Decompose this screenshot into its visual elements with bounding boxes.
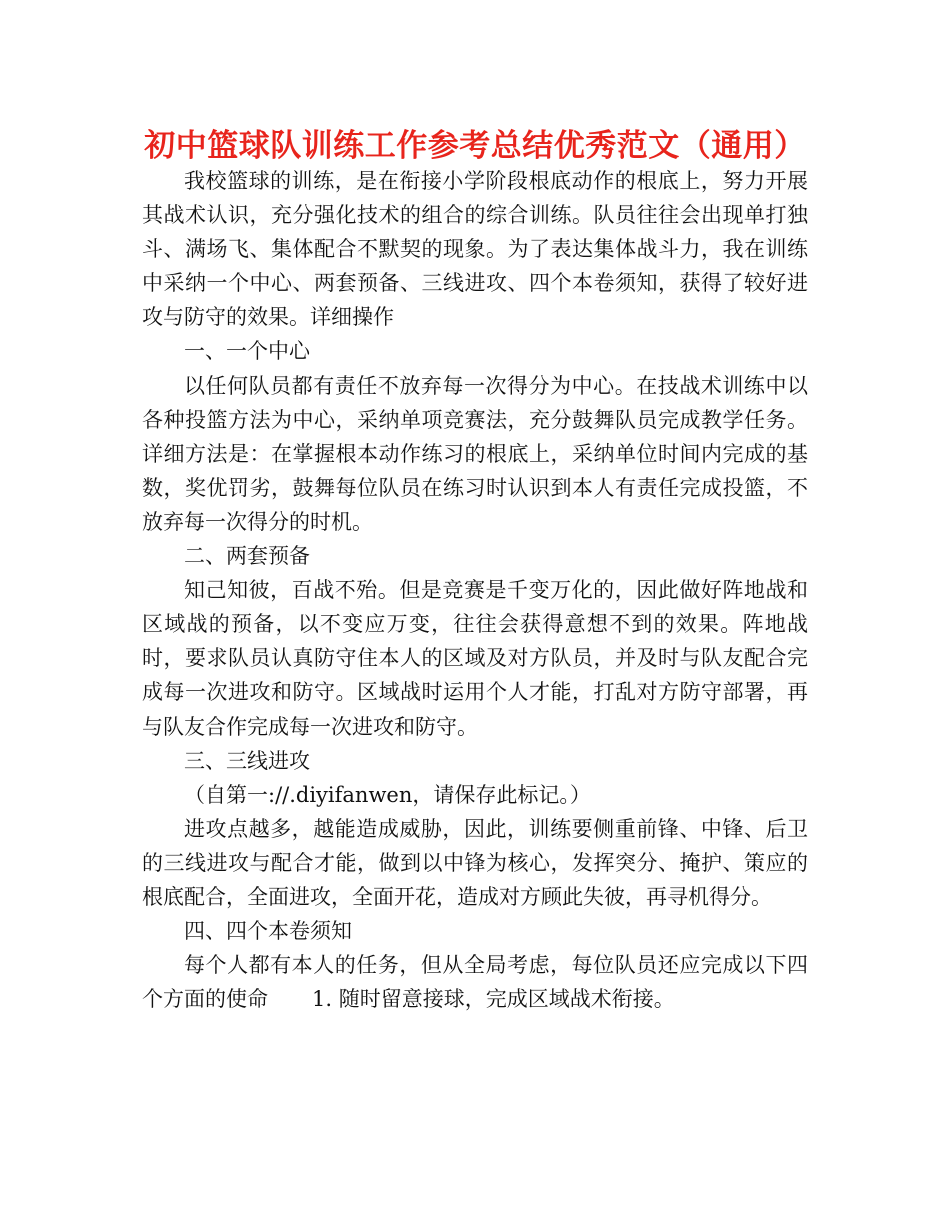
list-item-1: 1. 随时留意接球，完成区域战术衔接。 — [312, 987, 675, 1012]
section-heading-2: 二、两套预备 — [184, 544, 310, 569]
section-3-paragraph: 进攻点越多，越能造成威胁，因此，训练要侧重前锋、中锋、后卫的三线进攻与配合才能，做到以中锋为核心，发挥突分、掩护、策应的根底配合，全面进攻，全面开花，造成对方顾此失彼，再寻机得分。 — [142, 816, 808, 909]
section-4-text: 每个人都有本人的任务，但从全局考虑，每位队员还应完成以下四个方面的使命 — [142, 953, 808, 1012]
document-body — [142, 164, 808, 1016]
section-heading-1: 一、一个中心 — [184, 339, 310, 364]
section-heading-4: 四、四个本卷须知 — [184, 919, 352, 944]
section-1-paragraph: 以任何队员都有责任不放弃每一次得分为中心。在技战术训练中以各种投篮方法为中心，采纳单项竞赛法，充分鼓舞队员完成教学任务。详细方法是：在掌握根本动作练习的根底上，采纳单位时间内完成的基数，奖优罚劣，鼓舞每位队员在练习时认识到本人有责任完成投篮，不放弃每一次得分的时机。 — [142, 373, 808, 534]
document-title: 初中篮球队训练工作参考总结优秀范文（通用） — [144, 128, 806, 164]
section-4-paragraph — [142, 948, 808, 1016]
intro-paragraph: 我校篮球的训练，是在衔接小学阶段根底动作的根底上，努力开展其战术认识，充分强化技术的组合的综合训练。队员往往会出现单打独斗、满场飞、集体配合不默契的现象。为了表达集体战斗力，我在训练中采纳一个中心、两套预备、三线进攻、四个本卷须知，获得了较好进攻与防守的效果。详细操作 — [142, 169, 808, 330]
source-note-paragraph: （自第一:/​/.diyifanwen，请保存此标记。） — [184, 782, 591, 807]
section-heading-3: 三、三线进攻 — [184, 748, 310, 773]
section-2-paragraph: 知己知彼，百战不殆。但是竞赛是千变万化的，因此做好阵地战和区域战的预备，以不变应万变，往往会获得意想不到的效果。阵地战时，要求队员认真防守住本人的区域及对方队员，并及时与队友配合完成每一次进攻和防守。区域战时运用个人才能，打乱对方防守部署，再与队友合作完成每一次进攻和防守。 — [142, 578, 808, 739]
